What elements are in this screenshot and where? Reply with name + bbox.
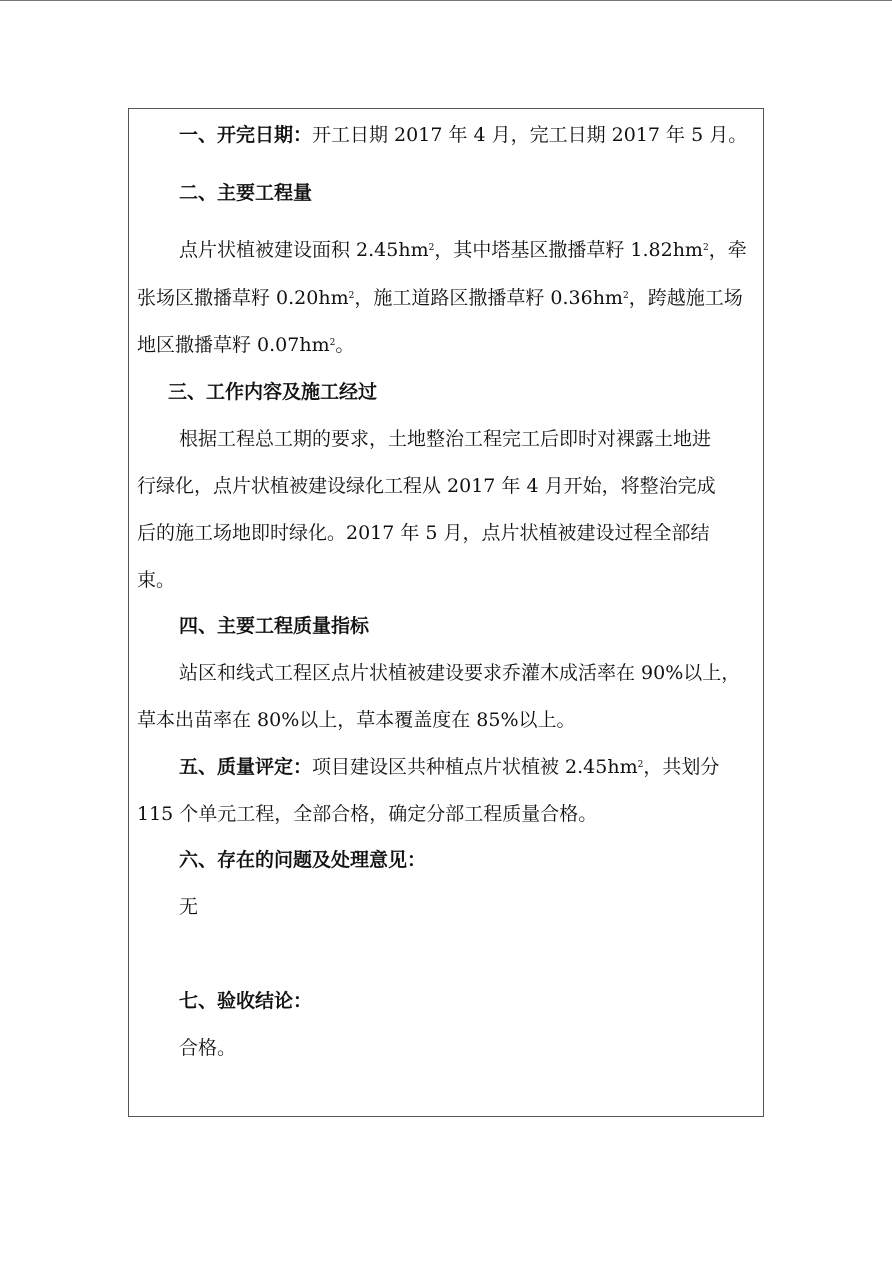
section-4-line-2: 草本出苗率在 80%以上，草本覆盖度在 85%以上。: [137, 709, 576, 731]
section-3-line-3: 后的施工场地即时绿化。2017 年 5 月，点片状植被建设过程全部结: [137, 522, 710, 544]
text-run: ，牵: [708, 239, 747, 261]
section-1-text: 开工日期 2017 年 4 月，完工日期 2017 年 5 月。: [312, 124, 748, 146]
superscript: 2: [702, 243, 709, 253]
section-6-heading: 六、存在的问题及处理意见：: [179, 849, 427, 871]
text-run: 地区撒播草籽 0.07hm: [137, 334, 330, 356]
superscript: 2: [622, 291, 629, 301]
section-6-text: 无: [179, 896, 199, 918]
text-run: ，施工道路区撒播草籽 0.36hm: [354, 287, 623, 309]
text-run: 点片状植被建设面积 2.45hm: [179, 239, 429, 261]
section-1-line: [179, 122, 809, 148]
section-5-line-2: 115 个单元工程，全部合格，确定分部工程质量合格。: [137, 803, 598, 825]
section-7-heading: 七、验收结论：: [179, 990, 313, 1012]
section-3-line-2: 行绿化，点片状植被建设绿化工程从 2017 年 4 月开始，将整治完成: [137, 475, 716, 497]
section-4-heading: 四、主要工程质量指标: [179, 615, 370, 637]
report-table-cell: [128, 108, 764, 1117]
page-top-border: [0, 0, 892, 1]
section-5-heading: 五、质量评定：: [179, 756, 313, 778]
section-4-line-1: 站区和线式工程区点片状植被建设要求乔灌木成活率在 90%以上，: [179, 662, 741, 684]
section-7-text: 合格。: [179, 1037, 237, 1059]
text-run: 张场区撒播草籽 0.20hm: [137, 287, 349, 309]
section-2-line-1: [179, 237, 809, 263]
superscript: 2: [637, 760, 644, 770]
section-2-line-3: [137, 332, 767, 358]
superscript: 2: [348, 291, 355, 301]
section-5-line-1: [179, 754, 809, 780]
superscript: 2: [428, 243, 435, 253]
section-3-line-1: 根据工程总工期的要求，土地整治工程完工后即时对裸露土地进: [179, 428, 712, 450]
text-run: ，共划分: [643, 756, 720, 778]
section-2-line-2: [137, 285, 767, 311]
text-run: 项目建设区共种植点片状植被 2.45hm: [312, 756, 638, 778]
superscript: 2: [329, 338, 336, 348]
section-3-line-4: 束。: [137, 569, 176, 591]
section-2-heading: 二、主要工程量: [179, 182, 313, 204]
text-run: 。: [335, 334, 355, 356]
text-run: ，跨越施工场: [628, 287, 743, 309]
section-3-heading: 三、工作内容及施工经过: [168, 381, 378, 403]
section-1-heading: 一、开完日期：: [179, 124, 313, 146]
text-run: ，其中塔基区撒播草籽 1.82hm: [434, 239, 703, 261]
